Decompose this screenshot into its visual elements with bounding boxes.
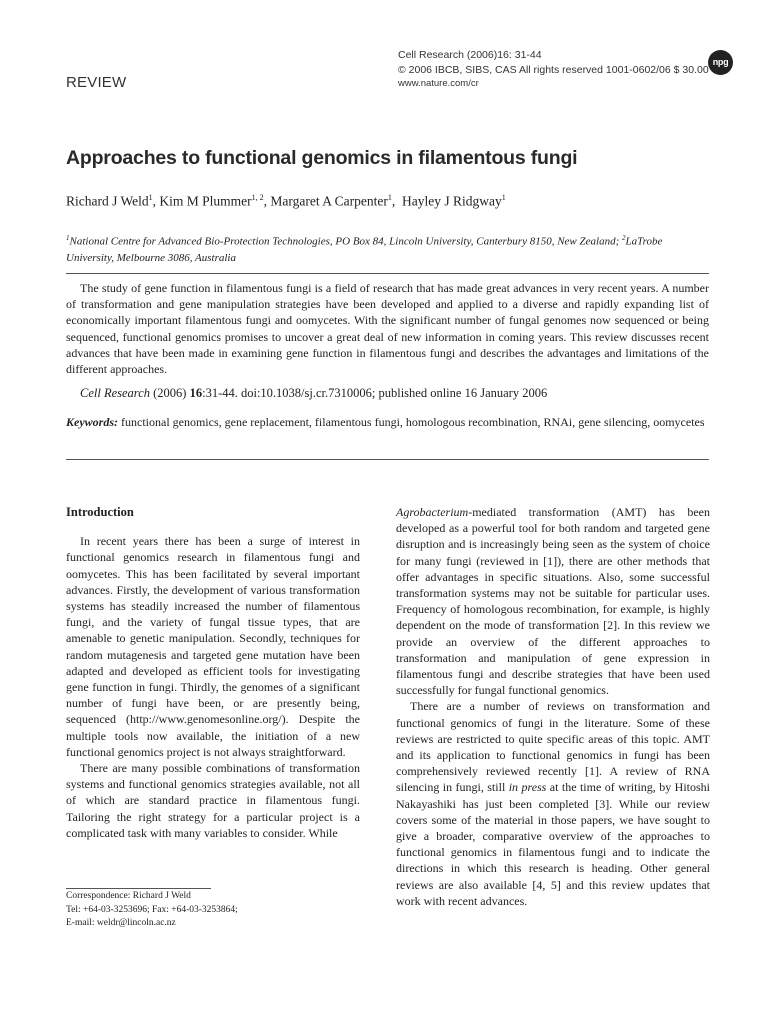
affiliation-text: LaTrobe University, Melbourne 3086, Australia xyxy=(66,235,663,265)
author-name: Hayley J Ridgway xyxy=(402,193,502,209)
correspondence-email[interactable]: E-mail: weldr@lincoln.ac.nz xyxy=(66,918,176,928)
footnote-rule xyxy=(66,888,211,889)
keywords-label: Keywords: xyxy=(66,415,118,429)
author-affiliation-mark: 1, 2 xyxy=(251,193,264,202)
body-paragraph: There are many possible combinations of transformation systems and functional genomics strategies available, not all of which are standard practice in filamentous fungi. Tailoring the right strategy for a particular project is a complicated task with many variables to consider. While xyxy=(66,761,360,840)
citation-volume: 16 xyxy=(189,386,203,400)
keywords-text: functional genomics, gene replacement, filamentous fungi, homologous recombination, RNAi, gene silencing, oomycetes xyxy=(118,415,705,429)
author-affiliation-mark: 1 xyxy=(387,193,392,202)
journal-citation-line: Cell Research (2006)16: 31-44 xyxy=(398,49,542,61)
paragraph-text: There are a number of reviews on transformation and functional genomics of fungi in the literature. Some of these reviews are restricted to quite specific areas of this topic. AMT and its application to functional genomics in fungi has been comprehensively reviewed recently [1]. A review of RNA silencing in fungi, still xyxy=(396,699,710,795)
abstract: The study of gene function in filamentous fungi is a field of research that has made great advances in very recent years. A number of transformation and gene manipulation strategies have been developed and applied to a diverse and rapidly expanding list of economically important filamentous fungi and oomycetes. With the significant number of fungal genomes now sequenced or being sequenced, functional genomics promises to uncover a great deal of new information in coming years. This review discusses recent advances that have been made in examining gene function in filamentous fungi and describes the advantages and limitations of the different approaches. xyxy=(66,281,709,377)
journal-url[interactable]: www.nature.com/cr xyxy=(398,78,479,89)
author-list: Richard J Weld$^1$, Kim M Plummer$^{1, 2}$, Margaret A Carpenter$^1$, Hayley J Ridgway$^1$ xyxy=(66,193,506,209)
copyright-line: © 2006 IBCB, SIBS, CAS All rights reserved 1001-0602/06 $ 30.00 xyxy=(398,63,709,76)
emphasis-text: in press xyxy=(508,780,547,795)
author-affiliation-mark: 1 xyxy=(148,193,153,202)
citation-details: :31-44. doi:10.1038/sj.cr.7310006; published online 16 January 2006 xyxy=(202,386,548,400)
affiliation-number: 2 xyxy=(622,234,626,242)
affiliations xyxy=(66,230,712,267)
correspondence xyxy=(66,890,238,931)
body-paragraph: In recent years there has been a surge of interest in functional genomics research in filamentous fungi and oomycetes. This has been facilitated by several important advances. Firstly, the development of various transformation systems has steadily increased the number of filamentous fungi, and the variety of fungal tissue types, that are amenable to genetic manipulation. Secondly, techniques for random mutagenesis and targeted gene mutation have been adapted and developed as efficient tools for investigating gene function in fungi. Thirdly, the genomes of a significant number of fungi have been, or are presently being, sequenced (http://www.genomesonline.org/). Despite the multiple tools now available, the initiation of a new functional genomics project is not always straightforward. xyxy=(66,534,360,759)
body-paragraph xyxy=(396,504,710,698)
species-name: Agrobacterium xyxy=(396,505,469,519)
npg-logo: npg xyxy=(708,50,733,75)
author-name: Richard J Weld xyxy=(66,193,149,209)
affiliation-number: 1 xyxy=(66,234,70,242)
affiliation-text: National Centre for Advanced Bio-Protection Technologies, PO Box 84, Lincoln University, Canterbury 8150, New Zealand; xyxy=(69,235,622,248)
left-column xyxy=(66,504,360,841)
author-affiliation-mark: 1 xyxy=(501,193,506,202)
article-title: Approaches to functional genomics in filamentous fungi xyxy=(66,147,578,169)
keywords xyxy=(66,414,709,431)
author-name: Kim M Plummer xyxy=(159,193,252,209)
correspondence-name: Correspondence: Richard J Weld xyxy=(66,891,191,901)
paragraph-text: at the time of writing, by Hitoshi Nakayashiki has just been completed [3]. While our review covers some of the material in those papers, we have sought to give a broader, comparative overview of the approaches to functional genomics in filamentous fungi and to indicate the directions in which this research is heading. Other general reviews are also available [4, 5] and this review updates that work with recent advances. xyxy=(396,780,710,908)
section-heading-introduction: Introduction xyxy=(66,505,134,519)
abstract-bottom-rule xyxy=(66,459,709,460)
section-label: REVIEW xyxy=(66,74,127,91)
article-citation xyxy=(80,386,709,401)
correspondence-phone: Tel: +64-03-3253696; Fax: +64-03-3253864; xyxy=(66,904,238,915)
author-name: Margaret A Carpenter xyxy=(270,193,388,209)
journal-info xyxy=(398,48,709,92)
abstract-top-rule xyxy=(66,273,709,274)
right-column xyxy=(396,504,710,909)
citation-year: (2006) xyxy=(150,386,190,400)
body-paragraph xyxy=(396,698,710,909)
citation-journal: Cell Research xyxy=(80,386,151,400)
paragraph-text: -mediated transformation (AMT) has been developed as a powerful tool for both random and targeted gene disruption and is increasingly being seen as the system of choice for many fungi (reviewed in [1]), there are other methods that offer advantages in specific situations. Also, some successful transformation systems may not be suitable for particular uses. Frequency of homologous recombination, for example, is highly dependent on the mode of transformation [2]. In this review we provide an overview of the different approaches to transformation and manipulation of gene expression in filamentous fungi and describe strategies that have been used successfully for fungal functional genomics. xyxy=(396,505,710,698)
